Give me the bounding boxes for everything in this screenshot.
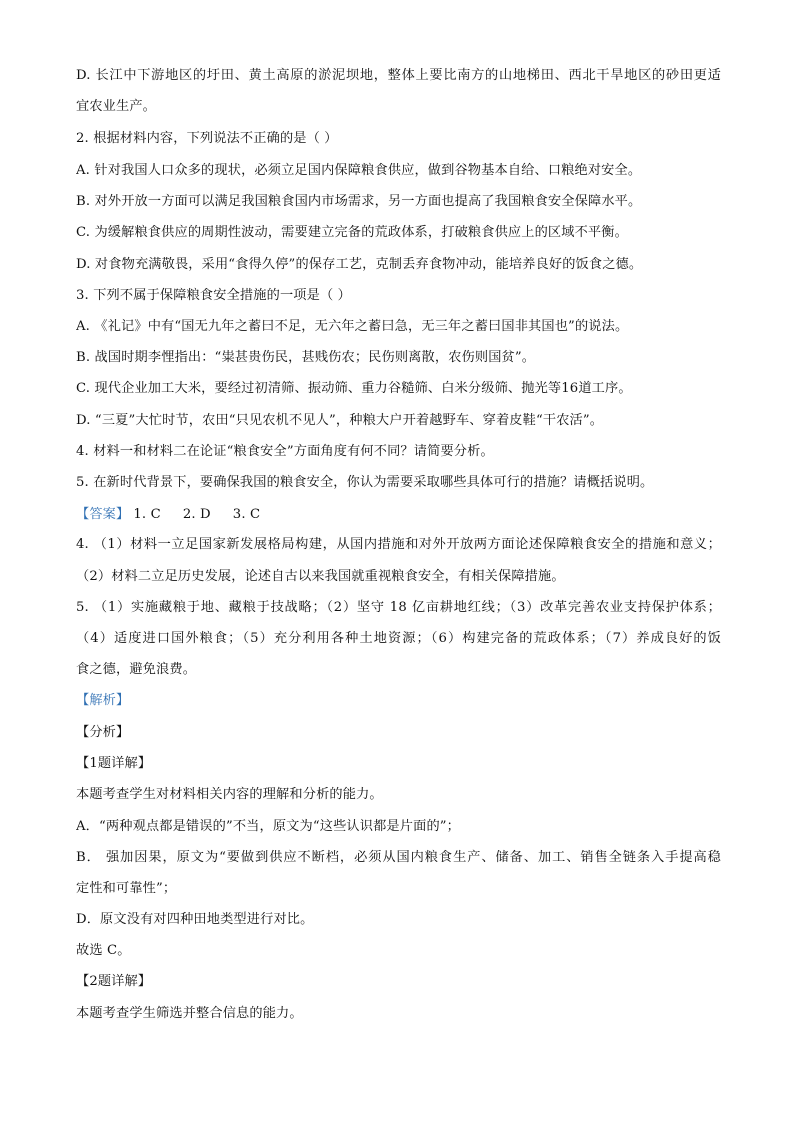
option-c-q2: C. 为缓解粮食供应的周期性波动，需要建立完备的荒政体系，打破粮食供应上的区域不平衡。 [76, 225, 628, 240]
analysis-heading: 【解析】 [76, 693, 130, 708]
option-c-q3: C. 现代企业加工大米，要经过初清筛、振动筛、重力谷糙筛、白米分级筛、抛光等16道工序。 [76, 381, 632, 396]
question-2: 2. 根据材料内容，下列说法不正确的是（ ） [76, 131, 338, 146]
option-d-q1-continued: 宜农业生产。 [76, 99, 157, 114]
answer-3: 3. C [232, 507, 261, 522]
detail-1-option-a: A．“两种观点都是错误的”不当，原文为“这些认识都是片面的”； [76, 819, 461, 834]
answer-4-part-1: 4. （1）材料一立足国家新发展格局构建，从国内措施和对外开放两方面论述保障粮食安全的措施和意义； [76, 537, 721, 552]
option-d-q1: D. 长江中下游地区的圩田、黄土高原的淤泥坝地，整体上要比南方的山地梯田、西北干旱地区的砂田更适 [76, 68, 721, 83]
analysis-subheading: 【分析】 [76, 725, 130, 740]
detail-1-heading: 【1题详解】 [76, 756, 152, 771]
detail-1-option-b-continued: 定性和可靠性”； [76, 881, 177, 896]
option-b-q3: B. 战国时期李悝指出：“粜甚贵伤民，甚贱伤农；民伤则离散，农伤则国贫”。 [76, 350, 536, 365]
question-4: 4. 材料一和材料二在论证“粮食安全”方面角度有何不同？请简要分析。 [76, 444, 494, 459]
answer-5-line-2: （4）适度进口国外粮食；（5）充分利用各种土地资源；（6）构建完备的荒政体系；（7）养成良好的饭 [76, 631, 721, 646]
answer-5-line-1: 5. （1）实施藏粮于地、藏粮于技战略；（2）坚守 18 亿亩耕地红线；（3）改革完善农业支持保护体系； [76, 600, 721, 615]
answer-1: 1. C [133, 507, 161, 522]
option-d-q3: D. “三夏”大忙时节，农田“只见农机不见人”，种粮大户开着越野车、穿着皮鞋“干农活”。 [76, 413, 604, 428]
option-a-q2: A. 针对我国人口众多的现状，必须立足国内保障粮食供应，做到谷物基本自给、口粮绝对安全。 [76, 163, 642, 178]
detail-1-intro: 本题考查学生对材料相关内容的理解和分析的能力。 [76, 787, 383, 802]
question-5: 5. 在新时代背景下，要确保我国的粮食安全，你认为需要采取哪些具体可行的措施？请概括说明。 [76, 475, 654, 490]
answer-4-part-2: （2）材料二立足历史发展，论述自古以来我国就重视粮食安全，有相关保障措施。 [76, 569, 565, 584]
option-d-q2: D. 对食物充满敬畏，采用“食得久停”的保存工艺，克制丢弃食物冲动，能培养良好的饭食之德。 [76, 257, 643, 272]
detail-1-option-d: D．原文没有对四种田地类型进行对比。 [76, 912, 314, 927]
question-3: 3. 下列不属于保障粮食安全措施的一项是（ ） [76, 288, 351, 303]
detail-2-intro: 本题考查学生筛选并整合信息的能力。 [76, 1006, 303, 1021]
answer-row [76, 505, 721, 525]
option-a-q3: A. 《礼记》中有“国无九年之蓄曰不足，无六年之蓄曰急，无三年之蓄曰国非其国也”的说法。 [76, 319, 629, 334]
detail-1-option-b: B． 强加因果，原文为“要做到供应不断档，必须从国内粮食生产、储备、加工、销售全链条入手提高稳 [76, 850, 721, 865]
answer-2: 2. D [182, 507, 211, 522]
detail-2-heading: 【2题详解】 [76, 974, 152, 989]
answer-label: 【答案】 [76, 507, 130, 522]
option-b-q2: B. 对外开放一方面可以满足我国粮食国内市场需求，另一方面也提高了我国粮食安全保障水平。 [76, 194, 642, 209]
detail-1-conclusion: 故选 C。 [76, 943, 131, 958]
answer-5-line-3: 食之德，避免浪费。 [76, 662, 197, 677]
